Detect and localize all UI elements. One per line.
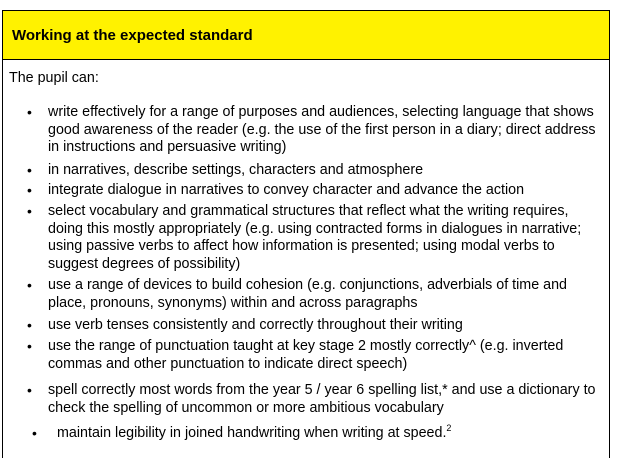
bullet-icon: • xyxy=(27,277,32,293)
criterion-text: write effectively for a range of purposes and audiences, selecting language that shows good awareness of the reader (e.g. the use of the first person in a diary; direct address in instructions and persuasive writing) xyxy=(48,104,596,155)
bullet-icon: • xyxy=(27,104,32,120)
criterion-text-main: maintain legibility in joined handwriting when writing at speed. xyxy=(57,425,447,441)
header-bar xyxy=(3,11,609,60)
criterion-text: use a range of devices to build cohesion (e.g. conjunctions, adverbials of time and place, pronouns, synonyms) within and across paragraphs xyxy=(48,277,567,311)
criterion-text: in narratives, describe settings, characters and atmosphere xyxy=(48,162,424,178)
criterion-text: use the range of punctuation taught at key stage 2 mostly correctly^ (e.g. inverted commas and other punctuation to indicate direct speech) xyxy=(48,338,564,372)
criterion-text: spell correctly most words from the year 5 / year 6 spelling list,* and use a dictionary to check the spelling of uncommon or more ambitious vocabulary xyxy=(48,382,596,416)
bullet-icon: • xyxy=(27,382,32,398)
criterion-text: select vocabulary and grammatical structures that reflect what the writing requires, doing this mostly appropriately (e.g. using contracted forms in dialogues in narrative; using passive verbs to affect how information is presented; using modal verbs to suggest degrees of possibility) xyxy=(48,203,582,272)
criterion-text xyxy=(57,425,612,443)
bullet-icon: • xyxy=(27,182,32,198)
criterion-text: use verb tenses consistently and correctly throughout their writing xyxy=(48,317,463,333)
criterion-text: integrate dialogue in narratives to convey character and advance the action xyxy=(48,182,525,198)
bullet-icon: • xyxy=(27,317,32,333)
bullet-icon: • xyxy=(27,338,32,354)
section-title: Working at the expected standard xyxy=(12,26,253,44)
intro-text: The pupil can: xyxy=(9,70,99,86)
footnote-marker: 2 xyxy=(446,423,452,434)
bullet-icon: • xyxy=(27,162,32,178)
bullet-icon: • xyxy=(32,425,37,441)
bullet-icon: • xyxy=(27,203,32,219)
